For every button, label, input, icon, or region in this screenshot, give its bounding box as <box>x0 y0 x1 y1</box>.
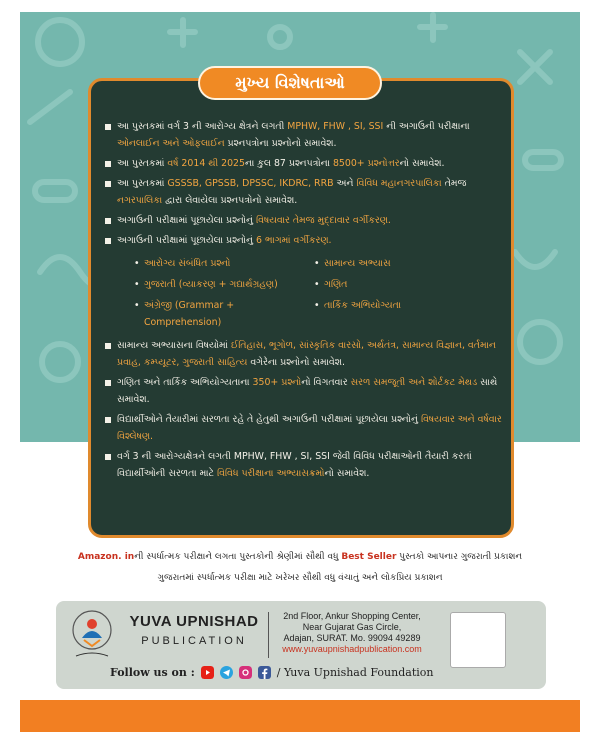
telegram-icon[interactable] <box>220 666 233 679</box>
category-item: • આરોગ્ય સંબંધિત પ્રશ્નો <box>134 255 314 272</box>
feature-item <box>104 118 504 152</box>
feature-text: ગણિત અને તાર્કિક અભિયોગ્યતાના <box>117 377 253 388</box>
feature-item <box>104 155 504 172</box>
feature-text: દ્વારા લેવાયેલા પ્રશ્નપત્રોનો સમાવેશ. <box>162 195 298 206</box>
qr-code-placeholder <box>450 612 506 668</box>
feature-text: અને <box>333 178 357 189</box>
category-item: • તાર્કિક અભિયોગ્યતા <box>314 297 504 331</box>
address-line-3: Adajan, SURAT. Mo. 99094 49289 <box>283 633 421 643</box>
feature-highlight: 350+ પ્રશ્નો <box>252 377 302 388</box>
best-seller-label: Best Seller <box>341 552 397 562</box>
amazon-brand: Amazon. in <box>77 552 135 562</box>
instagram-icon[interactable] <box>239 666 252 679</box>
features-title: મુખ્ય વિશેષતાઓ <box>198 66 382 100</box>
feature-text: પ્રશ્નપત્રોના પ્રશ્નોનો સમાવેશ. <box>224 138 337 149</box>
feature-highlight: વર્ષ 2014 થી 2025 <box>167 158 245 169</box>
feature-highlight: વિષયવાર તેમજ મુદ્દાવાર વર્ગીકરણ. <box>256 215 391 226</box>
category-grid <box>104 255 504 331</box>
feature-text: વિદ્યાર્થીઓને તૈયારીમાં સરળતા રહે તે હેતુથી અગાઉની પરીક્ષામાં પૂછાયેલા પ્રશ્નોનું <box>117 414 421 425</box>
feature-item <box>104 374 504 408</box>
feature-text: અગાઉની પરીક્ષામાં પૂછાયેલા પ્રશ્નોનું <box>117 235 256 246</box>
feature-text: સામાન્ય અભ્યાસના વિષયોમાં <box>117 340 231 351</box>
bottom-orange-bar <box>20 700 580 732</box>
feature-text: વર્ગ 3 ની આરોગ્યક્ષેત્રને લગતી MPHW, FHW , SI, SSI જેવી વિવિધ પરીક્ષાઓની તૈયારી કરતાં વિદ્યાર્થીઓની સરળતા માટે <box>117 451 472 479</box>
social-handle: / Yuva Upnishad Foundation <box>276 666 434 679</box>
feature-highlight: ઈતિહાસ, ભૂગોળ, સાંસ્કૃતિક વારસો, અર્થતંત્ર, સામાન્ય વિજ્ઞાન, વર્તમાન પ્રવાહ, કમ્પ્યૂટર, ગુજરાતી સાહિત્ય <box>117 340 496 368</box>
feature-highlight: વિષયવાર અને વર્ષવાર વિશ્લેષણ. <box>117 414 502 442</box>
feature-item <box>104 232 504 249</box>
publisher-name: YUVA UPNISHAD <box>129 613 259 630</box>
features-list <box>104 118 504 485</box>
feature-text: આ પુસ્તકમાં વર્ગ 3 ની આરોગ્ય ક્ષેત્રને લગતી <box>117 121 288 132</box>
feature-text: અગાઉની પરીક્ષામાં પૂછાયેલા પ્રશ્નોનું <box>117 215 256 226</box>
feature-item <box>104 175 504 209</box>
publisher-logo <box>70 608 114 660</box>
feature-highlight: સરળ સમજૂતી અને શોર્ટકટ મેથડ <box>350 377 478 388</box>
feature-highlight: 8500+ પ્રશ્નોત્તર <box>332 158 400 169</box>
category-item: • અંગ્રેજી (Grammar + Comprehension) <box>134 297 314 331</box>
feature-item <box>104 212 504 229</box>
category-item: • સામાન્ય અભ્યાસ <box>314 255 504 272</box>
publisher-brand <box>124 613 264 647</box>
facebook-icon[interactable] <box>258 666 271 679</box>
feature-highlight: GSSSB, GPSSB, DPSSC, IKDRC, RRB <box>167 178 334 189</box>
feature-text: આ પુસ્તકમાં <box>117 178 168 189</box>
feature-highlight: વિવિધ પરીક્ષાના અભ્યાસક્રમો <box>216 468 325 479</box>
feature-highlight: નગરપાલિકા <box>117 195 163 206</box>
amazon-tagline-text: ની સ્પર્ધાત્મક પરીક્ષાને લગતા પુસ્તકોની શ્રેણીમાં સૌથી વધુ <box>134 552 342 562</box>
feature-item <box>104 411 504 445</box>
feature-item <box>104 448 504 482</box>
website-link[interactable]: www.yuvaupnishadpublication.com <box>282 644 422 654</box>
feature-highlight: વિવિધ મહાનગરપાલિકા <box>356 178 442 189</box>
youtube-icon[interactable] <box>201 666 214 679</box>
feature-highlight: MPHW, FHW , SI, SSI <box>287 121 384 132</box>
divider <box>268 612 269 658</box>
feature-text: વગેરેના પ્રશ્નોનો સમાવેશ. <box>247 357 345 368</box>
publisher-address <box>272 611 432 655</box>
feature-text: ના કુલ 87 પ્રશ્નપત્રોના <box>245 158 333 169</box>
feature-item <box>104 337 504 371</box>
feature-text: તેમજ <box>441 178 467 189</box>
social-follow <box>110 666 433 679</box>
feature-highlight: 6 ભાગમાં વર્ગીકરણ. <box>256 235 332 246</box>
category-item: • ગુજરાતી (વ્યાકરણ + ગદ્યાર્થગ્રહણ) <box>134 276 314 293</box>
feature-text: નો સમાવેશ. <box>324 468 370 479</box>
feature-text: ની અગાઉની પરીક્ષાના <box>383 121 470 132</box>
feature-text: સાથે સમાવેશ. <box>117 377 498 405</box>
publisher-subtitle: PUBLICATION <box>141 635 247 647</box>
gujarat-tagline: ગુજરાતમાં સ્પર્ધાત્મક પરીક્ષા માટે ખરેખર સૌથી વધુ વંચાતું અને લોકપ્રિય પ્રકાશન <box>157 573 443 583</box>
amazon-tagline-end: પુસ્તકો આપનાર ગુજરાતી પ્રકાશન <box>396 552 523 562</box>
feature-text: નો વિગતવાર <box>301 377 351 388</box>
feature-text: નો સમાવેશ. <box>399 158 445 169</box>
feature-highlight: ઓનલાઈન અને ઓફલાઈન <box>117 138 225 149</box>
amazon-tagline <box>0 552 600 562</box>
follow-label: Follow us on : <box>110 666 195 679</box>
address-line-1: 2nd Floor, Ankur Shopping Center, <box>283 611 421 621</box>
address-line-2: Near Gujarat Gas Circle, <box>302 622 402 632</box>
feature-text: આ પુસ્તકમાં <box>117 158 168 169</box>
category-item: • ગણિત <box>314 276 504 293</box>
